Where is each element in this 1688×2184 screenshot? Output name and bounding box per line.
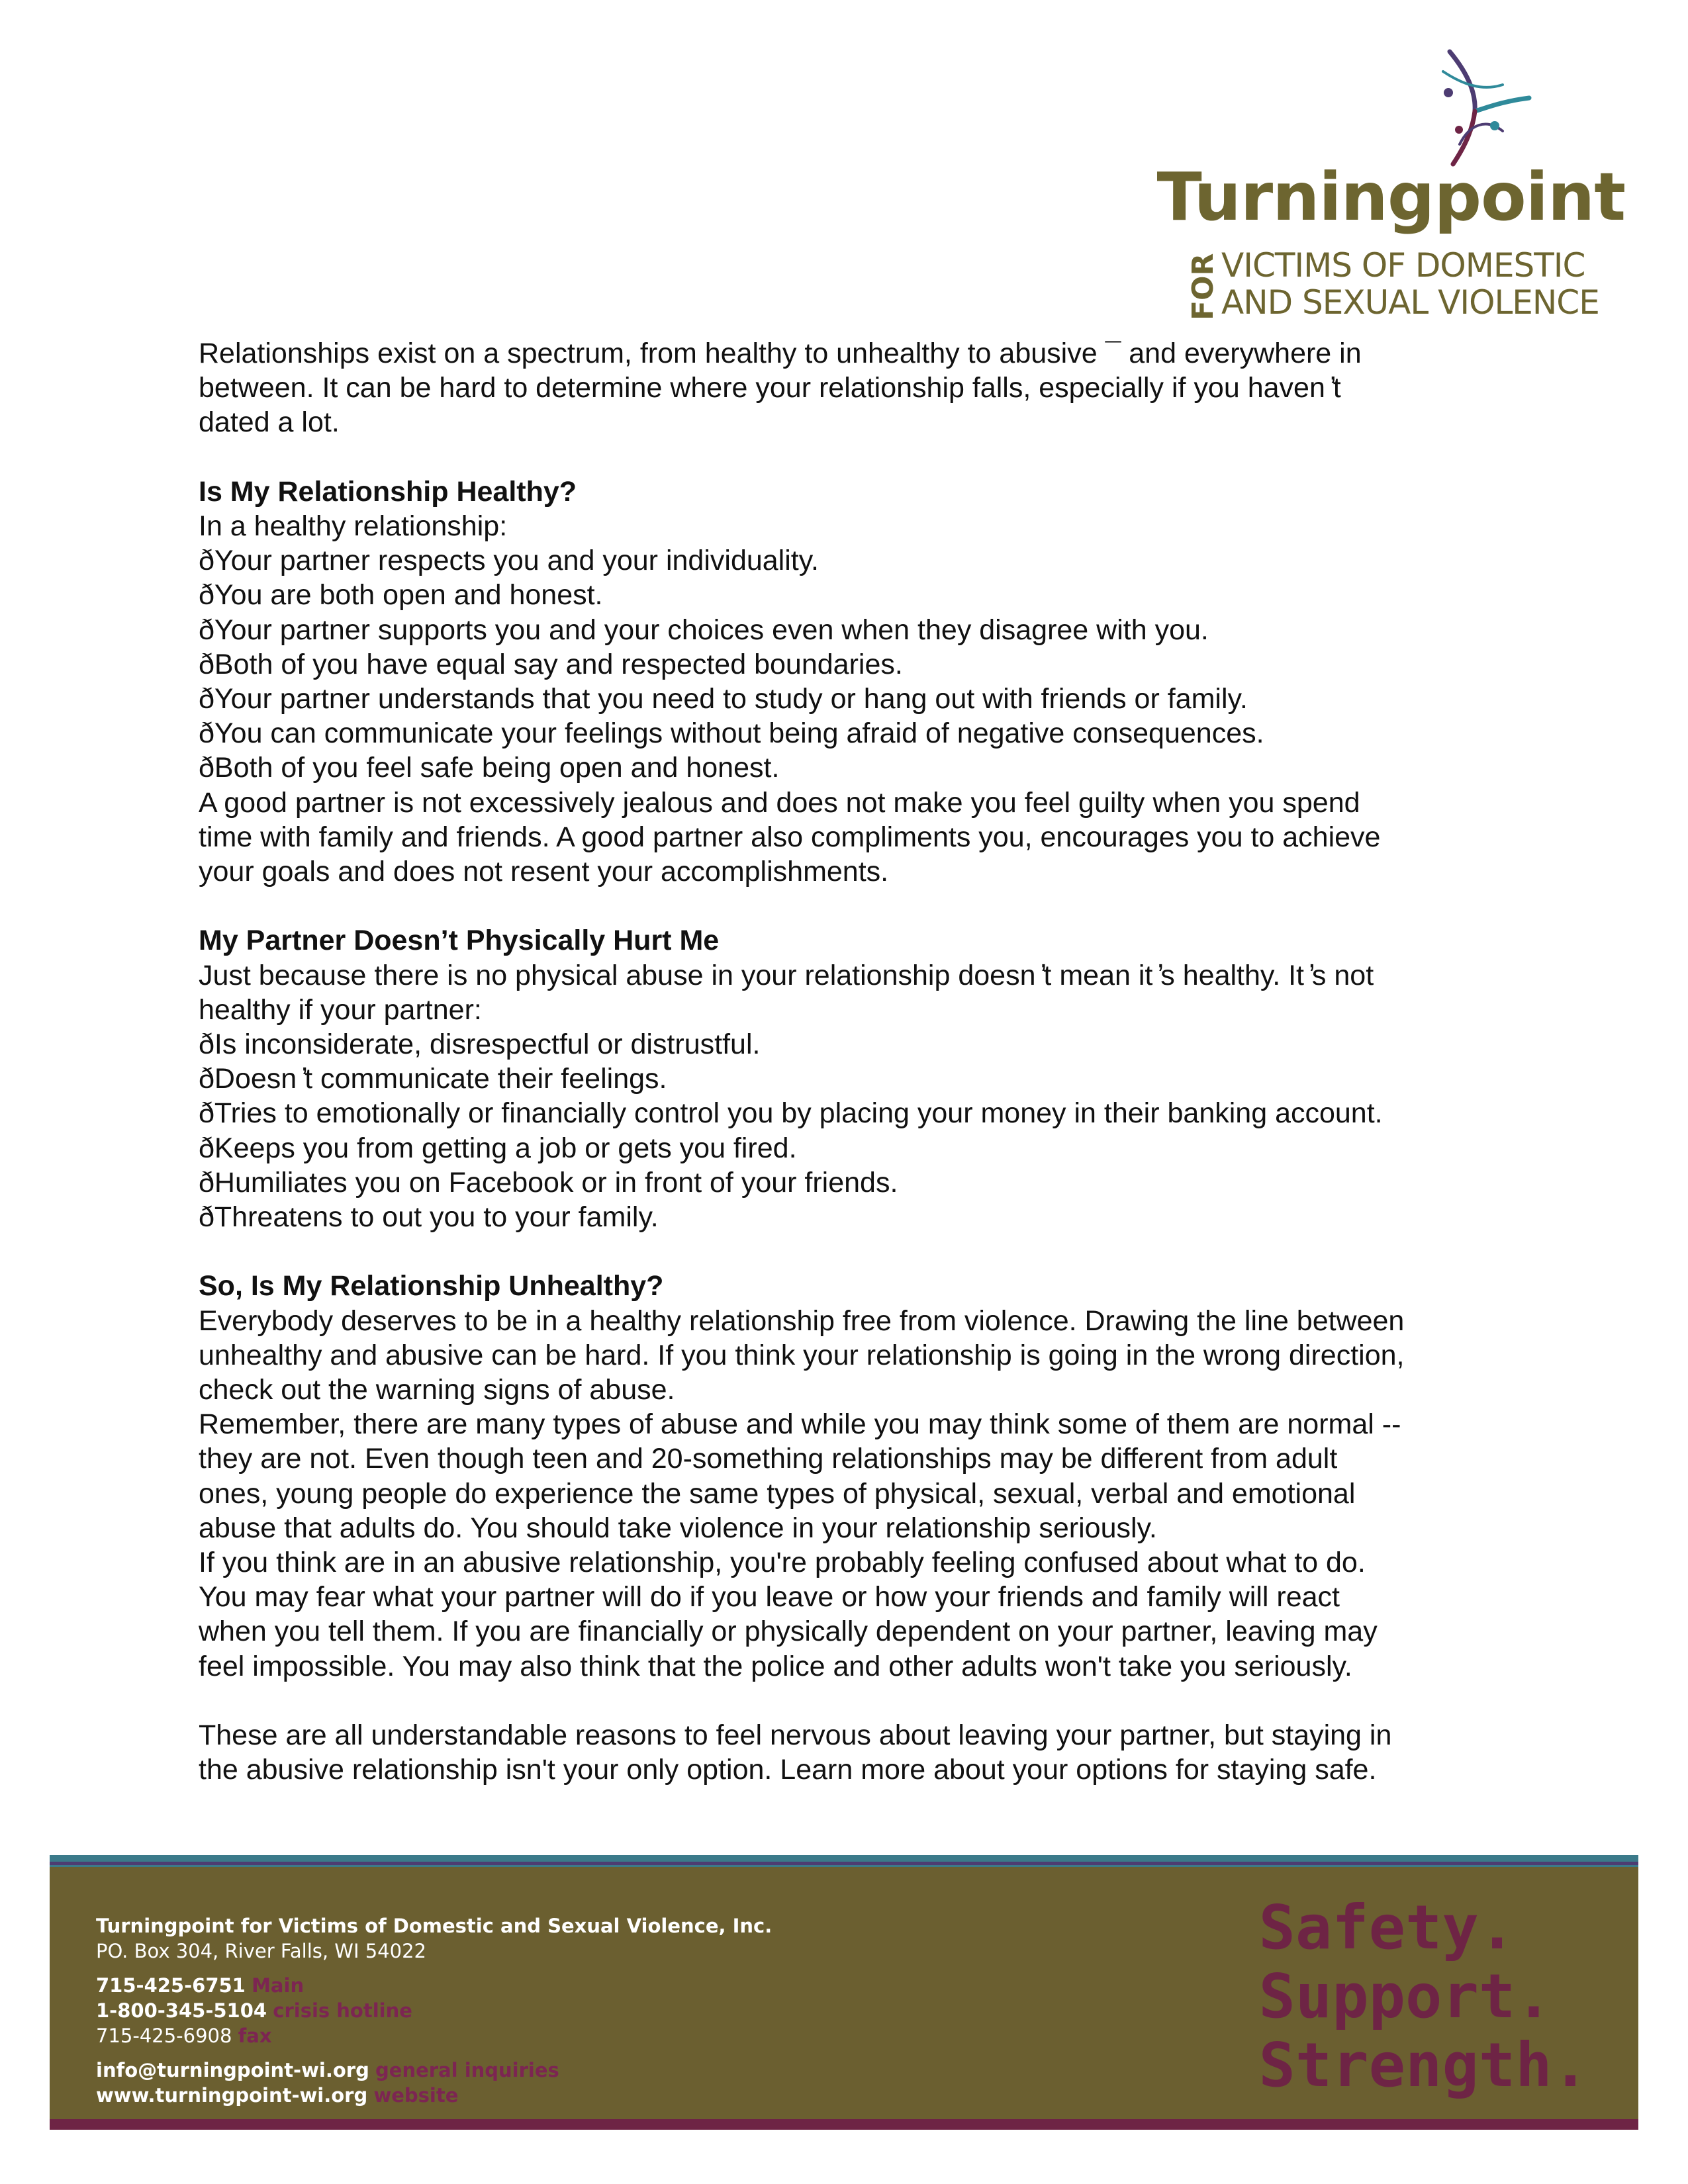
fax-label: fax (238, 2025, 272, 2047)
body-line: Remember, there are many types of abuse and while you may think some of them are normal -- (199, 1408, 1401, 1441)
list-item: ðYou are both open and honest. (199, 579, 603, 612)
website-label: website (373, 2084, 459, 2107)
website-link[interactable]: www.turningpoint-wi.org (96, 2084, 368, 2107)
hotline-label: crisis hotline (273, 1999, 412, 2022)
body-line: You may fear what your partner will do if you leave or how your friends and family will react (199, 1581, 1340, 1614)
fax-number: 715-425-6908 (96, 2025, 232, 2047)
slogan-strength: Strength. (1258, 2030, 1589, 2101)
body-line: ones, young people do experience the same types of physical, sexual, verbal and emotional (199, 1477, 1356, 1510)
body-line: dated a lot. (199, 406, 340, 439)
list-item: ðBoth of you have equal say and respected boundaries. (199, 648, 903, 680)
list-item: ðIs inconsiderate, disrespectful or distrustful. (199, 1028, 761, 1061)
main-phone[interactable]: 715-425-6751 (96, 1974, 246, 1997)
body-line: they are not. Even though teen and 20-something relationships may be different from adult (199, 1443, 1338, 1475)
list-item: ðKeeps you from getting a job or gets you fired. (199, 1132, 797, 1164)
body-line: Just because there is no physical abuse in your relationship doesn ̓t mean it ̓s healthy. It ̓s not (199, 959, 1374, 991)
body-line: your goals and does not resent your accomplishments. (199, 856, 889, 888)
body-line: healthy if your partner: (199, 993, 482, 1026)
body-line: feel impossible. You may also think that the police and other adults won't take you seriously. (199, 1650, 1352, 1682)
email-label: general inquiries (375, 2059, 559, 2081)
body-line: These are all understandable reasons to feel nervous about leaving your partner, but staying in (199, 1719, 1392, 1752)
tagline-line-2: AND SEXUAL VIOLENCE (1221, 283, 1599, 322)
section-heading-healthy: Is My Relationship Healthy? (199, 475, 577, 508)
body-line: time with family and friends. A good partner also compliments you, encourages you to achieve (199, 821, 1381, 853)
slogan (1259, 1893, 1589, 2100)
address: PO. Box 304, River Falls, WI 54022 (96, 1940, 426, 1962)
list-item: ðDoesn ̓t communicate their feelings. (199, 1063, 667, 1095)
for-label: FOR (1186, 253, 1220, 320)
list-item: ðYour partner supports you and your choices even when they disagree with you. (199, 614, 1209, 646)
body-line: abuse that adults do. You should take violence in your relationship seriously. (199, 1512, 1157, 1544)
email-link[interactable]: info@turningpoint-wi.org (96, 2059, 369, 2081)
section-heading-not-physical: My Partner Doesn’t Physically Hurt Me (199, 925, 720, 957)
list-item: ðBoth of you feel safe being open and honest. (199, 752, 780, 784)
body-line: the abusive relationship isn't your only option. Learn more about your options for staying safe. (199, 1754, 1377, 1786)
body-line: between. It can be hard to determine where your relationship falls, especially if you haven ̓t (199, 372, 1341, 404)
section-heading-unhealthy: So, Is My Relationship Unhealthy? (199, 1270, 664, 1302)
document-body (199, 336, 1503, 1787)
turningpoint-logo-icon (1403, 45, 1536, 177)
org-name: Turningpoint for Victims of Domestic and Sexual Violence, Inc. (96, 1915, 773, 1937)
body-line: check out the warning signs of abuse. (199, 1374, 675, 1406)
list-item: ðYou can communicate your feelings without being afraid of negative consequences. (199, 717, 1264, 750)
brand-tagline (1221, 247, 1599, 321)
body-line: A good partner is not excessively jealous and does not make you feel guilty when you spend (199, 786, 1360, 819)
body-line: unhealthy and abusive can be hard. If you think your relationship is going in the wrong direction, (199, 1339, 1405, 1371)
header-logo (1156, 45, 1625, 323)
footer-divider (50, 1862, 1638, 1865)
body-line: Everybody deserves to be in a healthy relationship free from violence. Drawing the line between (199, 1304, 1405, 1337)
brand-name: Turningpoint (1156, 158, 1625, 236)
body-line: when you tell them. If you are financially or physically dependent on your partner, leaving may (199, 1615, 1378, 1648)
hotline-phone[interactable]: 1-800-345-5104 (96, 1999, 267, 2022)
main-phone-label: Main (252, 1974, 305, 1997)
contact-info (96, 1913, 772, 2108)
body-line: If you think are in an abusive relationship, you're probably feeling confused about what to do. (199, 1547, 1366, 1579)
list-item: ðHumiliates you on Facebook or in front of your friends. (199, 1166, 898, 1199)
list-item: ðTries to emotionally or financially control you by placing your money in their banking account. (199, 1097, 1383, 1130)
tagline-line-1: VICTIMS OF DOMESTIC (1221, 246, 1585, 285)
list-item: ðThreatens to out you to your family. (199, 1201, 659, 1234)
slogan-support: Support. (1258, 1961, 1552, 2032)
body-line: In a healthy relationship: (199, 510, 508, 542)
list-item: ðYour partner understands that you need to study or hang out with friends or family. (199, 683, 1248, 715)
body-line: Relationships exist on a spectrum, from healthy to unhealthy to abusive ¯ and everywhere in (199, 338, 1362, 369)
slogan-safety: Safety. (1258, 1892, 1516, 1963)
footer-banner (50, 1855, 1638, 2130)
list-item: ðYour partner respects you and your individuality. (199, 545, 819, 577)
